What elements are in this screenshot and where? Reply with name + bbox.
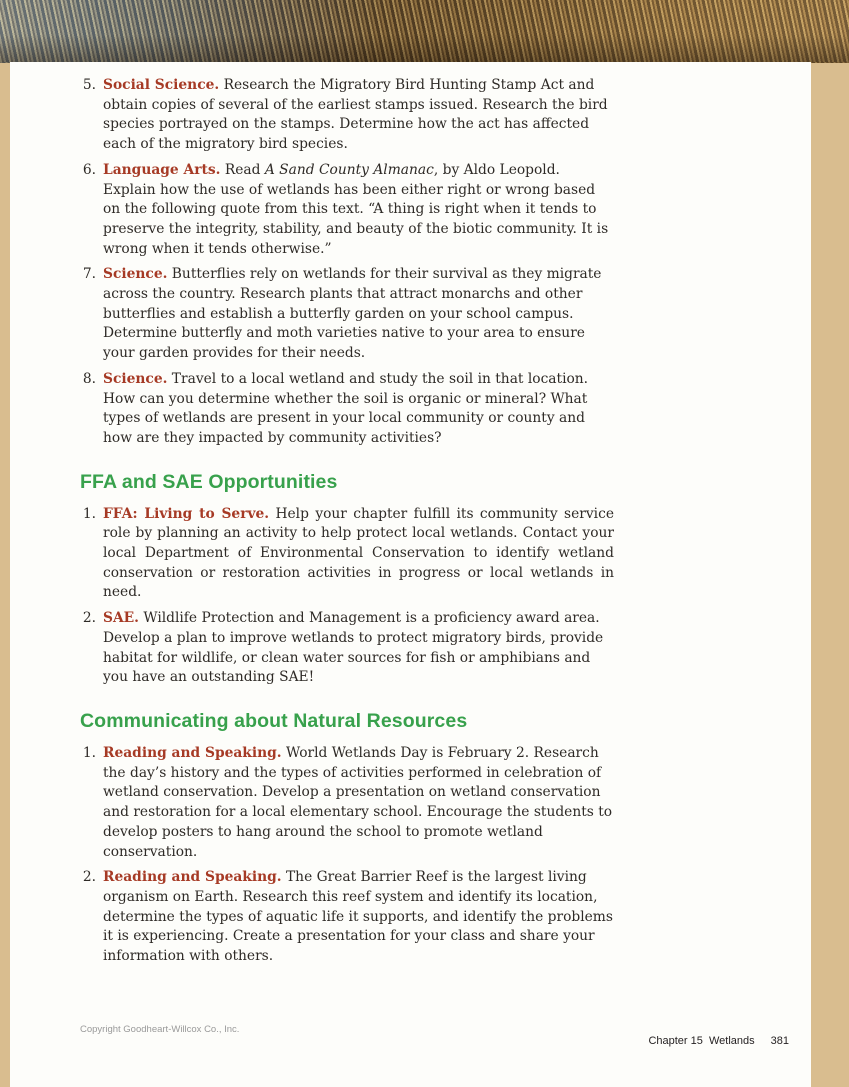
item-text: World Wetlands Day is February 2. Research the day’s history and the types of activities performed in celebration of wetland conservation. Develop a presentation on wetland conservation and restoration for a local elementary school. Encourage the students to develop posters to hang around the school to promote wetland conservation. bbox=[103, 744, 613, 860]
list-item bbox=[80, 370, 614, 449]
list-item bbox=[80, 76, 614, 155]
list-item bbox=[80, 744, 614, 862]
item-lead-in: Reading and Speaking. bbox=[103, 869, 282, 886]
copyright-text: Copyright Goodheart-Willcox Co., Inc. bbox=[80, 1024, 240, 1035]
list-item bbox=[80, 609, 614, 688]
cross-curricular-activity-list bbox=[80, 76, 614, 449]
list-item bbox=[80, 161, 614, 260]
item-text: A Sand County Almanac bbox=[264, 161, 434, 178]
item-text: Read bbox=[220, 161, 265, 178]
chapter-title: Chapter 15 Wetlands bbox=[648, 1035, 755, 1047]
item-text: , by Aldo Leopold. Explain how the use of wetlands has been either right or wrong based on the following quote from this text. “A thing is right when it tends to preserve the integrity, stability, and beauty of the biotic community. It is wrong when it tends otherwise.” bbox=[103, 161, 609, 257]
list-item bbox=[80, 265, 614, 364]
list-item bbox=[80, 868, 614, 967]
section-communicating bbox=[80, 710, 614, 967]
item-lead-in: Science. bbox=[103, 266, 168, 283]
textbook-page bbox=[10, 62, 811, 1087]
item-lead-in: Reading and Speaking. bbox=[103, 744, 282, 761]
item-text: The Great Barrier Reef is the largest living organism on Earth. Research this reef system and identify its location, determine the types of aquatic life it supports, and identify the problems it is experiencing. Create a presentation for your class and share your information with others. bbox=[103, 869, 613, 965]
section-ffa-sae bbox=[80, 471, 614, 688]
communicating-list bbox=[80, 744, 614, 967]
list-item bbox=[80, 505, 614, 604]
item-text: Travel to a local wetland and study the soil in that location. How can you determine whether the soil is organic or mineral? What types of wetlands are present in your local community or county and how are they impacted by community activities? bbox=[103, 370, 589, 446]
page-number: 381 bbox=[770, 1035, 789, 1047]
item-lead-in: Science. bbox=[103, 370, 168, 387]
item-text: Butterflies rely on wetlands for their survival as they migrate across the country. Research plants that attract monarchs and other butterflies and establish a butterfly garden on your school campus. Determine butterfly and moth varieties native to your area to ensure your garden provides for their needs. bbox=[103, 266, 602, 362]
item-text: Wildlife Protection and Management is a proficiency award area. Develop a plan to improve wetlands to protect migratory birds, provide habitat for wildlife, or clean water sources for fish or amphibians and you have an outstanding SAE! bbox=[103, 610, 604, 686]
chapter-footer bbox=[630, 1023, 789, 1059]
item-lead-in: SAE. bbox=[103, 610, 139, 627]
section-heading-ffa-sae: FFA and SAE Opportunities bbox=[80, 470, 338, 493]
item-text: Research the Migratory Bird Hunting Stamp Act and obtain copies of several of the earliest stamps issued. Research the bird species portrayed on the stamps. Determine how the act has affected each of the migratory bird species. bbox=[103, 77, 608, 153]
item-text: Help your chapter fulfill its community service role by planning an activity to help protect local wetlands. Contact your local Department of Environmental Conservation to identify wetland conservation or restoration activities in progress or local wetlands in need. bbox=[103, 505, 614, 601]
page-footer bbox=[80, 1023, 789, 1059]
item-lead-in: Social Science. bbox=[103, 77, 220, 93]
section-heading-communicating: Communicating about Natural Resources bbox=[80, 709, 468, 732]
text-column bbox=[80, 76, 614, 973]
item-lead-in: Language Arts. bbox=[103, 161, 221, 178]
ffa-sae-list bbox=[80, 505, 614, 688]
wetland-photo-banner bbox=[0, 0, 849, 63]
item-lead-in: FFA: Living to Serve. bbox=[103, 505, 270, 522]
